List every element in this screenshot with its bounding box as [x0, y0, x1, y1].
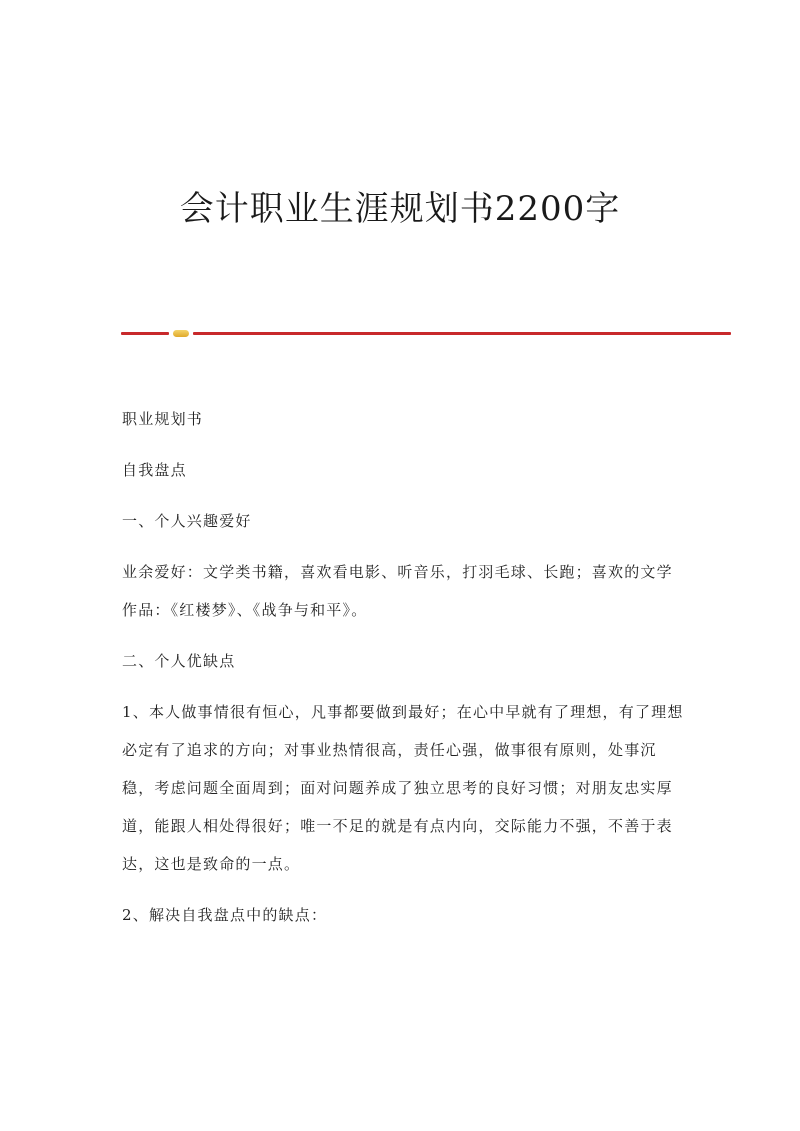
- paragraph-strengths: 1、本人做事情很有恒心，凡事都要做到最好；在心中早就有了理想，有了理想必定有了追求的方向；对事业热情很高，责任心强，做事很有原则，处事沉稳，考虑问题全面周到；面对问题养成了独立思考的良好习惯；对朋友忠实厚道，能跟人相处得很好；唯一不足的就是有点内向，交际能力不强，不善于表达，这也是致命的一点。: [122, 703, 684, 873]
- divider-ornament-icon: [173, 330, 189, 337]
- document-body: [122, 400, 688, 947]
- title-divider: [121, 329, 731, 337]
- heading-interests: 一、个人兴趣爱好: [122, 512, 252, 530]
- document-title: 会计职业生涯规划书2200字: [179, 189, 621, 229]
- paragraph-weakness-solution: 2、解决自我盘点中的缺点：: [122, 906, 328, 924]
- heading-strengths-weaknesses: 二、个人优缺点: [122, 652, 236, 670]
- heading-self-review: 自我盘点: [122, 461, 187, 479]
- divider-bar-right: [193, 332, 731, 335]
- divider-bar-left: [121, 332, 169, 335]
- heading-career-plan: 职业规划书: [122, 410, 204, 428]
- paragraph-hobbies: 业余爱好：文学类书籍，喜欢看电影、听音乐，打羽毛球、长跑；喜欢的文学作品：《红楼梦》、《战争与和平》。: [122, 563, 673, 619]
